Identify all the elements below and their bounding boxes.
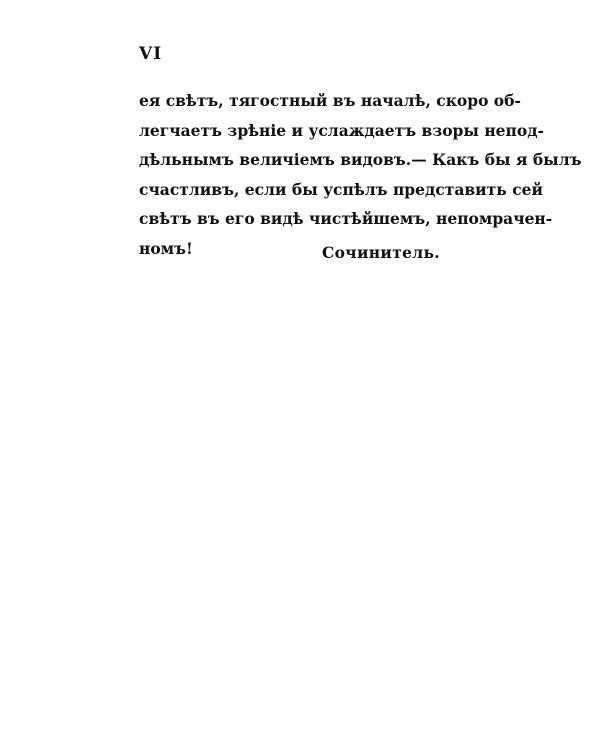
text-line-4: счастливъ, если бы успѣлъ представить сей — [139, 179, 543, 199]
text-line-6: номъ! — [139, 238, 193, 258]
text-line-1: ея свѣтъ, тягостный въ началѣ, скоро об- — [139, 91, 521, 110]
body-text — [139, 86, 582, 263]
text-line-3: дѣльнымъ величіемъ видовъ.— Какъ бы я былъ — [139, 150, 582, 169]
author-signature: Сочинитель. — [322, 243, 440, 262]
text-line-2: легчаетъ зрѣніе и услаждаетъ взоры непод- — [139, 120, 544, 140]
text-line-5: свѣтъ въ его видѣ чистѣйшемъ, непомрачен- — [139, 209, 553, 228]
page-number: VI — [139, 44, 163, 64]
